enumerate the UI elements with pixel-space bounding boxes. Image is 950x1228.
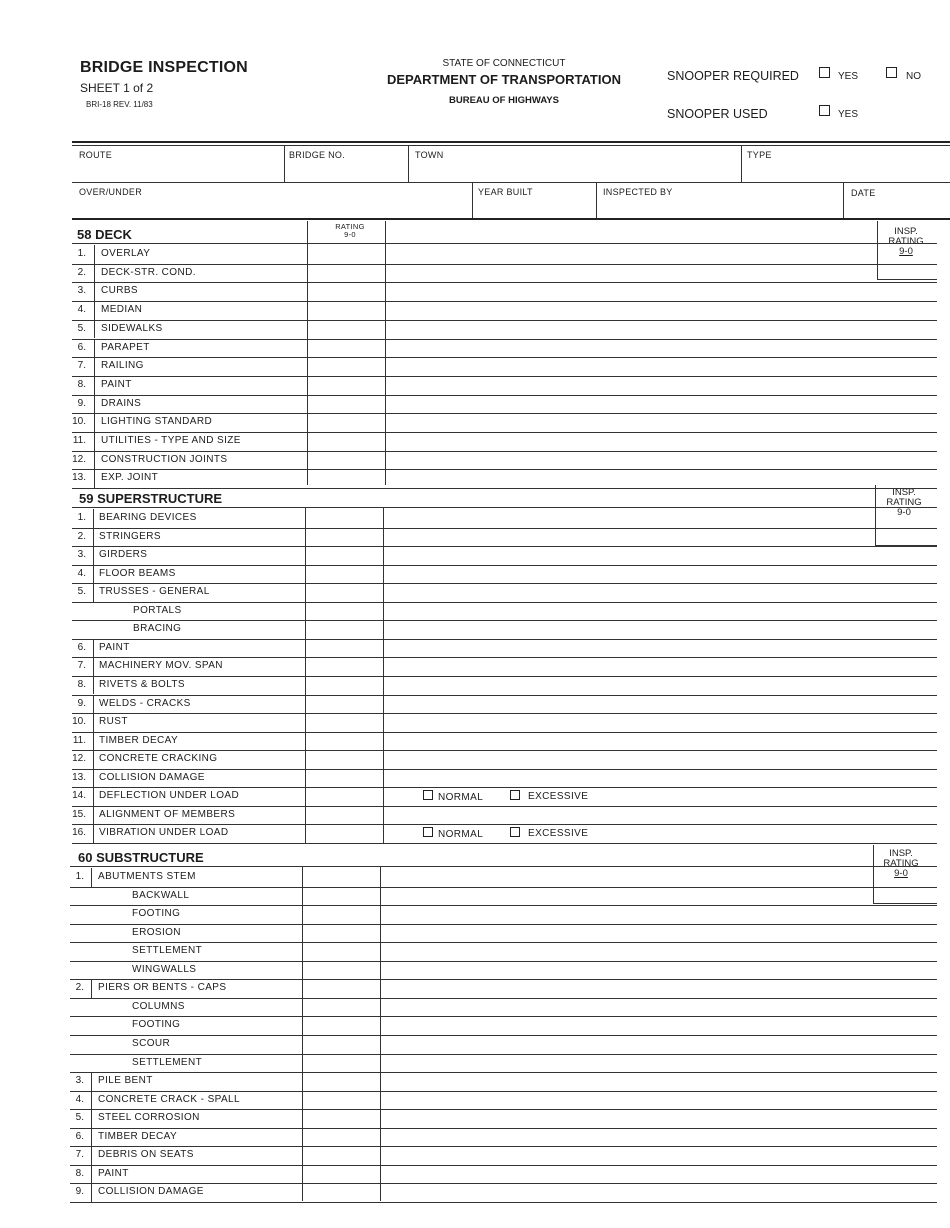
super-row-3-rating-cell[interactable] [306, 565, 382, 583]
sub-row-14-number-divider [91, 1128, 92, 1147]
deck-row-9-notes-cell[interactable] [386, 413, 868, 431]
deck-row-5-notes-cell[interactable] [386, 339, 868, 357]
sub-row-14-label: TIMBER DECAY [98, 1130, 178, 1142]
super-row-13-rating-cell[interactable] [306, 750, 382, 768]
deck-row-12-number: 13. [72, 472, 86, 484]
super-row-8-rating-cell[interactable] [306, 657, 382, 675]
sub-row-0-number: 1. [75, 871, 84, 882]
super-row-16-rating-cell[interactable] [306, 806, 382, 824]
super-row-0-notes-cell[interactable] [384, 509, 868, 527]
deck-row-7-number-divider [94, 376, 95, 395]
deck-row-11-number-divider [94, 451, 95, 470]
sub-row-3-label: EROSION [132, 926, 181, 938]
deck-row-5-number: 6. [77, 341, 86, 353]
info-row-divider [72, 182, 950, 183]
super-row-12-notes-cell[interactable] [384, 732, 868, 750]
sub-row-8-label: FOOTING [132, 1019, 181, 1031]
bridge-no-label: BRIDGE NO. [289, 150, 346, 160]
sub-row-13-notes-cell[interactable] [381, 1109, 868, 1127]
sub-row-5-rating-cell[interactable] [303, 961, 379, 979]
deck-row-6-number-divider [94, 357, 95, 376]
deck-row-12-line [72, 488, 937, 489]
deck-row-8-number: 9. [77, 397, 86, 409]
sub-row-12-number-divider [91, 1091, 92, 1110]
deck-header-line [72, 243, 937, 244]
super-row-2-label: GIRDERS [99, 549, 148, 561]
sub-row-16-notes-cell[interactable] [381, 1165, 868, 1183]
sub-insp-box-bottom [873, 903, 937, 904]
section-title-superstructure: 59 SUPERSTRUCTURE [79, 491, 223, 506]
deck-row-2-number: 3. [77, 285, 86, 297]
sub-row-11-label: PILE BENT [98, 1075, 153, 1087]
sub-row-8-rating-cell[interactable] [303, 1016, 379, 1034]
deck-row-2-number-divider [94, 282, 95, 301]
super-insp-rating-line2: RATING [886, 497, 922, 508]
super-row-15-number-divider [93, 787, 94, 806]
sub-row-16-number-divider [91, 1165, 92, 1184]
deck-row-4-notes-cell[interactable] [386, 320, 868, 338]
deck-row-7-number: 8. [77, 378, 86, 390]
deck-insp-rating-line1: INSP. [894, 226, 918, 237]
sub-row-9-notes-cell[interactable] [381, 1035, 868, 1053]
super-row-2-number-divider [93, 546, 94, 565]
deck-row-3-notes-cell[interactable] [386, 301, 868, 319]
super-row-6-notes-cell[interactable] [384, 620, 868, 638]
deck-row-10-label: UTILITIES - TYPE AND SIZE [101, 435, 241, 446]
inspected-by-label: INSPECTED BY [603, 187, 673, 197]
sub-row-13-number: 5. [75, 1112, 84, 1124]
sub-row-6-rating-cell[interactable] [303, 979, 379, 997]
super-row-4-notes-cell[interactable] [384, 583, 868, 601]
deck-row-0-label: OVERLAY [101, 248, 151, 259]
super-row-17-number: 16. [72, 827, 86, 839]
super-row-8-number-divider [93, 657, 94, 676]
super-row-7-label: PAINT [99, 641, 130, 653]
super-row-0-number-divider [93, 509, 94, 528]
sub-row-1-notes-cell[interactable] [381, 887, 868, 905]
snooper-required-no-checkbox[interactable] [886, 67, 897, 78]
deck-insp-box-left [877, 221, 878, 279]
snooper-used-label: SNOOPER USED [667, 107, 768, 121]
super-row-0-rating-cell[interactable] [306, 509, 382, 527]
sub-row-15-number: 7. [75, 1149, 84, 1161]
sub-row-17-rating-cell[interactable] [303, 1183, 379, 1201]
super-row-15-excessive-checkbox[interactable] [510, 790, 520, 800]
super-row-17-normal-label: NORMAL [438, 829, 484, 841]
deck-row-3-number-divider [94, 301, 95, 320]
sub-row-0-number-divider [91, 868, 92, 887]
sub-row-11-number: 3. [75, 1075, 84, 1087]
super-row-13-notes-cell[interactable] [384, 750, 868, 768]
over-under-divider [472, 183, 473, 219]
super-row-1-rating-cell[interactable] [306, 528, 382, 546]
deck-row-10-number-divider [94, 432, 95, 451]
sub-row-17-number-divider [91, 1183, 92, 1202]
deck-insp-rating-line2: RATING [888, 236, 924, 247]
super-row-3-notes-cell[interactable] [384, 565, 868, 583]
deck-row-9-label: LIGHTING STANDARD [101, 416, 213, 428]
sub-insp-rating [875, 849, 927, 879]
deck-row-6-rating-cell[interactable] [308, 357, 384, 375]
super-row-2-rating-cell[interactable] [306, 546, 382, 564]
super-row-17-excessive-label: EXCESSIVE [528, 828, 589, 840]
sub-row-4-label: SETTLEMENT [132, 945, 203, 957]
sub-row-13-label: STEEL CORROSION [98, 1112, 200, 1124]
super-row-4-label: TRUSSES - GENERAL [99, 586, 210, 598]
super-row-5-label: PORTALS [133, 604, 182, 616]
sub-row-1-label: BACKWALL [132, 889, 190, 901]
sub-row-6-label: PIERS OR BENTS - CAPS [98, 982, 227, 994]
deck-row-7-notes-cell[interactable] [386, 376, 868, 394]
super-row-10-label: WELDS - CRACKS [99, 697, 191, 709]
deck-row-12-notes-cell[interactable] [386, 469, 868, 487]
deck-row-2-notes-cell[interactable] [386, 282, 868, 300]
deck-row-3-label: MEDIAN [101, 304, 143, 316]
sub-row-12-label: CONCRETE CRACK - SPALL [98, 1093, 240, 1105]
super-row-2-notes-cell[interactable] [384, 546, 868, 564]
sub-row-10-notes-cell[interactable] [381, 1054, 868, 1072]
sub-row-11-notes-cell[interactable] [381, 1072, 868, 1090]
deck-row-11-label: CONSTRUCTION JOINTS [101, 453, 228, 465]
route-divider [284, 146, 285, 182]
sub-header-line [70, 866, 937, 867]
deck-row-5-number-divider [94, 339, 95, 358]
sub-row-15-notes-cell[interactable] [381, 1146, 868, 1164]
super-row-3-number-divider [93, 565, 94, 584]
deck-row-8-notes-cell[interactable] [386, 395, 868, 413]
deck-row-4-rating-cell[interactable] [308, 320, 384, 338]
super-row-7-rating-cell[interactable] [306, 639, 382, 657]
sub-row-5-notes-cell[interactable] [381, 961, 868, 979]
deck-row-8-rating-cell[interactable] [308, 395, 384, 413]
sub-row-6-notes-cell[interactable] [381, 979, 868, 997]
super-row-12-label: TIMBER DECAY [99, 734, 179, 746]
town-divider [741, 146, 742, 182]
sub-row-16-number: 8. [75, 1167, 84, 1179]
deck-row-12-rating-cell[interactable] [308, 469, 384, 487]
sub-row-9-rating-cell[interactable] [303, 1035, 379, 1053]
super-row-6-rating-cell[interactable] [306, 620, 382, 638]
sub-row-3-rating-cell[interactable] [303, 924, 379, 942]
super-row-8-number: 7. [77, 660, 86, 672]
sub-row-15-rating-cell[interactable] [303, 1146, 379, 1164]
header-rule-top [72, 141, 950, 143]
rating-header-text: RATING [335, 222, 365, 231]
super-row-1-notes-cell[interactable] [384, 528, 868, 546]
super-insp-rating-line3: 9-0 [897, 507, 911, 518]
super-row-14-number: 13. [72, 771, 86, 783]
rating-column-header [335, 223, 365, 239]
sub-row-2-rating-cell[interactable] [303, 905, 379, 923]
deck-row-0-number: 1. [77, 248, 86, 259]
rating-scale-text: 9-0 [344, 230, 356, 239]
type-label: TYPE [747, 150, 772, 160]
state-name: STATE OF CONNECTICUT [442, 58, 566, 69]
info-block-bottom-rule [72, 218, 950, 220]
sub-row-14-number: 6. [75, 1130, 84, 1142]
deck-row-11-number: 12. [72, 453, 86, 465]
super-row-11-rating-cell[interactable] [306, 713, 382, 731]
super-row-10-number-divider [93, 695, 94, 714]
super-row-2-number: 3. [77, 549, 86, 561]
deck-row-11-notes-cell[interactable] [386, 451, 868, 469]
super-row-7-number-divider [93, 639, 94, 658]
deck-row-7-rating-cell[interactable] [308, 376, 384, 394]
sub-row-6-number: 2. [75, 982, 84, 994]
deck-row-10-notes-cell[interactable] [386, 432, 868, 450]
super-row-12-rating-cell[interactable] [306, 732, 382, 750]
sub-insp-rating-line1: INSP. [889, 848, 913, 859]
sub-row-4-rating-cell[interactable] [303, 942, 379, 960]
deck-row-1-number-divider [94, 264, 95, 283]
super-row-17-excessive-checkbox[interactable] [510, 827, 520, 837]
deck-row-1-notes-cell[interactable] [386, 264, 868, 282]
super-row-11-label: RUST [99, 716, 128, 728]
super-row-3-number: 4. [77, 567, 86, 579]
sub-row-2-notes-cell[interactable] [381, 905, 868, 923]
deck-row-10-number: 11. [72, 435, 86, 446]
sub-row-12-number: 4. [75, 1093, 84, 1105]
super-row-9-number: 8. [77, 678, 86, 690]
super-row-10-number: 9. [77, 697, 86, 709]
super-row-7-number: 6. [77, 641, 86, 653]
bridge-no-divider [408, 146, 409, 182]
deck-row-0-number-divider [94, 245, 95, 264]
sub-row-0-label: ABUTMENTS STEM [98, 871, 196, 882]
sub-row-3-notes-cell[interactable] [381, 924, 868, 942]
sub-row-15-label: DEBRIS ON SEATS [98, 1149, 194, 1161]
super-row-6-label: BRACING [133, 623, 182, 635]
deck-row-0-notes-cell[interactable] [386, 245, 868, 263]
form-title: BRIDGE INSPECTION [80, 59, 248, 76]
department-name: DEPARTMENT OF TRANSPORTATION [387, 72, 621, 87]
sheet-number: SHEET 1 of 2 [80, 81, 154, 95]
sub-row-12-rating-cell[interactable] [303, 1091, 379, 1109]
super-row-3-label: FLOOR BEAMS [99, 567, 176, 579]
deck-row-9-number: 10. [72, 416, 86, 428]
super-row-14-rating-cell[interactable] [306, 769, 382, 787]
deck-row-12-label: EXP. JOINT [101, 472, 159, 484]
deck-row-9-number-divider [94, 413, 95, 432]
sub-row-16-rating-cell[interactable] [303, 1165, 379, 1183]
sub-insp-box-left [873, 845, 874, 903]
super-row-4-number: 5. [77, 586, 86, 598]
deck-row-1-rating-cell[interactable] [308, 264, 384, 282]
sub-row-13-number-divider [91, 1109, 92, 1128]
snooper-required-no-label: NO [906, 71, 921, 82]
super-row-1-number: 2. [77, 530, 86, 542]
deck-row-3-rating-cell[interactable] [308, 301, 384, 319]
sub-row-11-rating-cell[interactable] [303, 1072, 379, 1090]
super-row-5-rating-cell[interactable] [306, 602, 382, 620]
snooper-used-yes-checkbox[interactable] [819, 105, 830, 116]
sub-row-0-notes-cell[interactable] [381, 868, 868, 886]
super-row-9-rating-cell[interactable] [306, 676, 382, 694]
sub-row-14-rating-cell[interactable] [303, 1128, 379, 1146]
super-header-line [72, 507, 937, 508]
super-row-17-line [72, 843, 937, 844]
deck-row-5-rating-cell[interactable] [308, 339, 384, 357]
town-label: TOWN [415, 150, 444, 160]
date-label: DATE [851, 188, 876, 198]
sub-row-2-label: FOOTING [132, 908, 181, 920]
sub-row-10-label: SETTLEMENT [132, 1056, 203, 1068]
sub-row-11-number-divider [91, 1072, 92, 1091]
super-row-0-number: 1. [77, 512, 86, 523]
super-row-1-number-divider [93, 528, 94, 547]
super-row-11-number: 10. [72, 716, 86, 728]
super-row-16-notes-cell[interactable] [384, 806, 868, 824]
deck-row-2-label: CURBS [101, 285, 139, 297]
super-row-11-notes-cell[interactable] [384, 713, 868, 731]
super-insp-rating [878, 488, 930, 518]
super-row-15-rating-cell[interactable] [306, 787, 382, 805]
super-row-14-notes-cell[interactable] [384, 769, 868, 787]
sub-row-17-number: 9. [75, 1186, 84, 1198]
super-row-13-number: 12. [72, 753, 86, 765]
header-rule-bottom [72, 145, 950, 146]
deck-row-5-label: PARAPET [101, 341, 150, 353]
sub-row-16-label: PAINT [98, 1167, 129, 1179]
super-row-17-normal-checkbox[interactable] [423, 827, 433, 837]
sub-row-9-label: SCOUR [132, 1037, 171, 1049]
year-built-label: YEAR BUILT [478, 187, 533, 197]
super-row-17-label: VIBRATION UNDER LOAD [99, 827, 229, 839]
sub-row-4-notes-cell[interactable] [381, 942, 868, 960]
snooper-used-yes-label: YES [838, 109, 859, 120]
deck-row-7-label: PAINT [101, 378, 132, 390]
super-row-8-notes-cell[interactable] [384, 657, 868, 675]
deck-insp-rating-line3: 9-0 [899, 246, 913, 257]
sub-row-13-rating-cell[interactable] [303, 1109, 379, 1127]
snooper-required-yes-label: YES [838, 71, 859, 82]
section-title-substructure: 60 SUBSTRUCTURE [78, 850, 204, 865]
inspected-by-divider [843, 183, 844, 219]
deck-row-4-number: 5. [77, 322, 86, 334]
sub-row-5-label: WINGWALLS [132, 963, 197, 975]
super-row-9-notes-cell[interactable] [384, 676, 868, 694]
super-row-10-rating-cell[interactable] [306, 695, 382, 713]
deck-row-1-number: 2. [77, 266, 86, 278]
super-row-13-label: CONCRETE CRACKING [99, 753, 218, 765]
super-row-9-number-divider [93, 676, 94, 695]
super-row-17-rating-cell[interactable] [306, 824, 382, 842]
super-row-8-label: MACHINERY MOV. SPAN [99, 660, 223, 672]
sub-insp-rating-line2: RATING [883, 858, 919, 869]
super-row-0-label: BEARING DEVICES [99, 512, 197, 523]
deck-row-9-rating-cell[interactable] [308, 413, 384, 431]
sub-row-12-notes-cell[interactable] [381, 1091, 868, 1109]
sub-row-17-line [70, 1202, 937, 1203]
sub-row-17-label: COLLISION DAMAGE [98, 1186, 204, 1198]
sub-row-7-rating-cell[interactable] [303, 998, 379, 1016]
super-row-15-normal-label: NORMAL [438, 792, 484, 804]
super-row-12-number: 11. [72, 734, 86, 746]
deck-insp-box-bottom [877, 279, 937, 280]
bureau-name: BUREAU OF HIGHWAYS [449, 95, 559, 106]
super-row-11-number-divider [93, 713, 94, 732]
sub-row-14-notes-cell[interactable] [381, 1128, 868, 1146]
snooper-required-label: SNOOPER REQUIRED [667, 69, 799, 83]
sub-row-10-rating-cell[interactable] [303, 1054, 379, 1072]
sub-row-6-number-divider [91, 979, 92, 998]
super-row-15-excessive-label: EXCESSIVE [528, 791, 589, 803]
deck-row-6-label: RAILING [101, 360, 144, 372]
deck-row-12-number-divider [94, 469, 95, 488]
year-built-divider [596, 183, 597, 219]
super-insp-rating-line1: INSP. [892, 487, 916, 498]
deck-row-2-rating-cell[interactable] [308, 282, 384, 300]
super-row-15-normal-checkbox[interactable] [423, 790, 433, 800]
super-row-13-number-divider [93, 750, 94, 769]
super-row-15-number: 14. [72, 790, 86, 802]
deck-row-11-rating-cell[interactable] [308, 451, 384, 469]
deck-row-0-rating-cell[interactable] [308, 245, 384, 263]
super-insp-box-left [875, 485, 876, 545]
deck-row-8-number-divider [94, 395, 95, 414]
super-row-10-notes-cell[interactable] [384, 695, 868, 713]
super-row-4-number-divider [93, 583, 94, 602]
over-under-label: OVER/UNDER [79, 187, 143, 197]
sub-row-1-rating-cell[interactable] [303, 887, 379, 905]
deck-row-3-number: 4. [77, 304, 86, 316]
sub-row-8-notes-cell[interactable] [381, 1016, 868, 1034]
section-title-deck: 58 DECK [77, 227, 132, 242]
deck-row-6-number: 7. [77, 360, 86, 372]
super-row-4-rating-cell[interactable] [306, 583, 382, 601]
sub-row-17-notes-cell[interactable] [381, 1183, 868, 1201]
sub-row-7-notes-cell[interactable] [381, 998, 868, 1016]
super-row-1-label: STRINGERS [99, 530, 161, 542]
sub-insp-rating-line3: 9-0 [894, 868, 908, 879]
super-row-9-label: RIVETS & BOLTS [99, 678, 185, 690]
super-row-16-number-divider [93, 806, 94, 825]
sub-row-0-rating-cell[interactable] [303, 868, 379, 886]
super-row-15-label: DEFLECTION UNDER LOAD [99, 790, 240, 802]
route-label: ROUTE [79, 150, 112, 160]
snooper-required-yes-checkbox[interactable] [819, 67, 830, 78]
deck-row-4-number-divider [94, 320, 95, 339]
deck-row-6-notes-cell[interactable] [386, 357, 868, 375]
super-row-17-number-divider [93, 824, 94, 843]
deck-row-1-label: DECK-STR. COND. [101, 266, 196, 278]
deck-row-10-rating-cell[interactable] [308, 432, 384, 450]
deck-insp-rating [880, 227, 932, 257]
super-row-5-notes-cell[interactable] [384, 602, 868, 620]
deck-row-8-label: DRAINS [101, 397, 142, 409]
sub-row-7-label: COLUMNS [132, 1000, 185, 1012]
sub-row-15-number-divider [91, 1146, 92, 1165]
super-row-16-number: 15. [72, 808, 86, 820]
super-row-14-number-divider [93, 769, 94, 788]
form-number: BRI-18 REV. 11/83 [86, 100, 153, 109]
super-row-14-label: COLLISION DAMAGE [99, 771, 205, 783]
super-row-12-number-divider [93, 732, 94, 751]
super-row-16-label: ALIGNMENT OF MEMBERS [99, 808, 236, 820]
super-row-7-notes-cell[interactable] [384, 639, 868, 657]
deck-row-4-label: SIDEWALKS [101, 322, 163, 334]
